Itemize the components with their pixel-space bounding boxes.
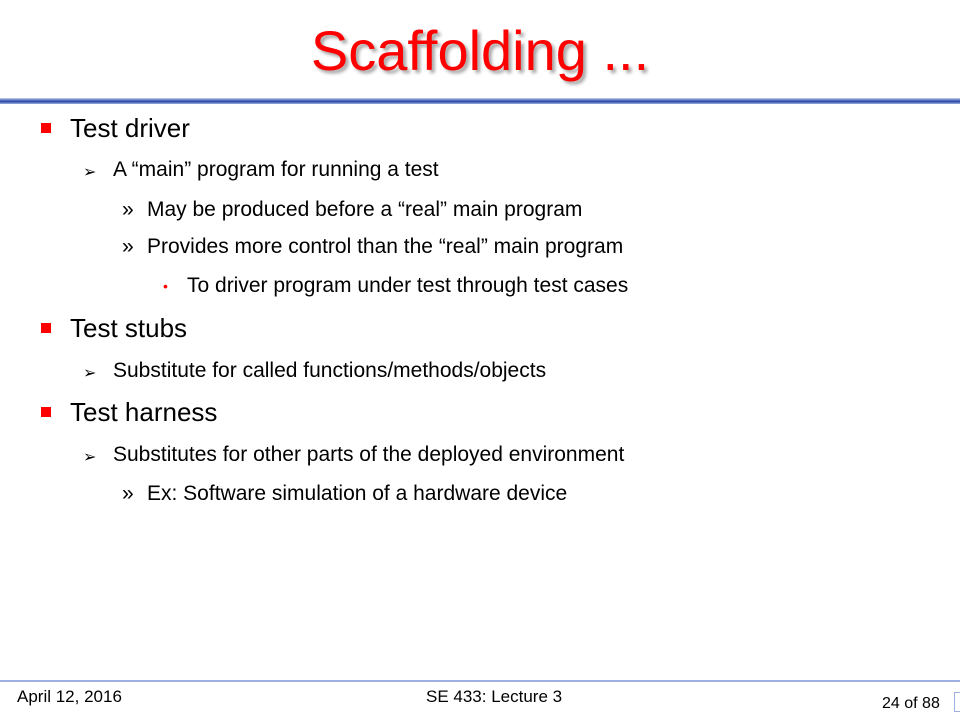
raquo-bullet-icon: » <box>122 235 134 258</box>
arrow-bullet-icon: ➢ <box>83 164 97 181</box>
square-bullet-icon <box>41 407 51 417</box>
raquo-bullet-icon: » <box>122 198 134 221</box>
arrow-bullet-icon: ➢ <box>83 449 97 466</box>
square-bullet-icon <box>41 123 51 133</box>
bullet-produced-before: May be produced before a “real” main program <box>147 198 583 221</box>
bullet-test-harness: Test harness <box>70 397 218 427</box>
bullet-substitutes-other: Substitutes for other parts of the deployed environment <box>113 443 625 466</box>
page-number-frame <box>954 692 960 712</box>
bullet-substitute-called: Substitute for called functions/methods/objects <box>113 359 547 382</box>
bullet-software-simulation: Ex: Software simulation of a hardware device <box>147 482 568 505</box>
page-total: of 88 <box>904 695 940 712</box>
raquo-bullet-icon: » <box>122 482 134 505</box>
square-bullet-icon <box>41 323 51 333</box>
page-current: 24 <box>882 695 900 712</box>
bullet-test-driver: Test driver <box>70 113 190 143</box>
dot-bullet-icon: • <box>163 278 168 294</box>
page-number <box>882 694 940 714</box>
bullet-more-control: Provides more control than the “real” main program <box>147 235 624 258</box>
arrow-bullet-icon: ➢ <box>83 365 97 382</box>
footer-course: SE 433: Lecture 3 <box>426 687 563 706</box>
bullet-main-program: A “main” program for running a test <box>113 158 439 181</box>
bullet-test-stubs: Test stubs <box>70 313 188 343</box>
slide-title: Scaffolding ... <box>310 19 650 82</box>
footer-divider <box>0 680 960 682</box>
bullet-driver-program: To driver program under test through test cases <box>187 274 629 297</box>
footer-date: April 12, 2016 <box>17 687 122 706</box>
